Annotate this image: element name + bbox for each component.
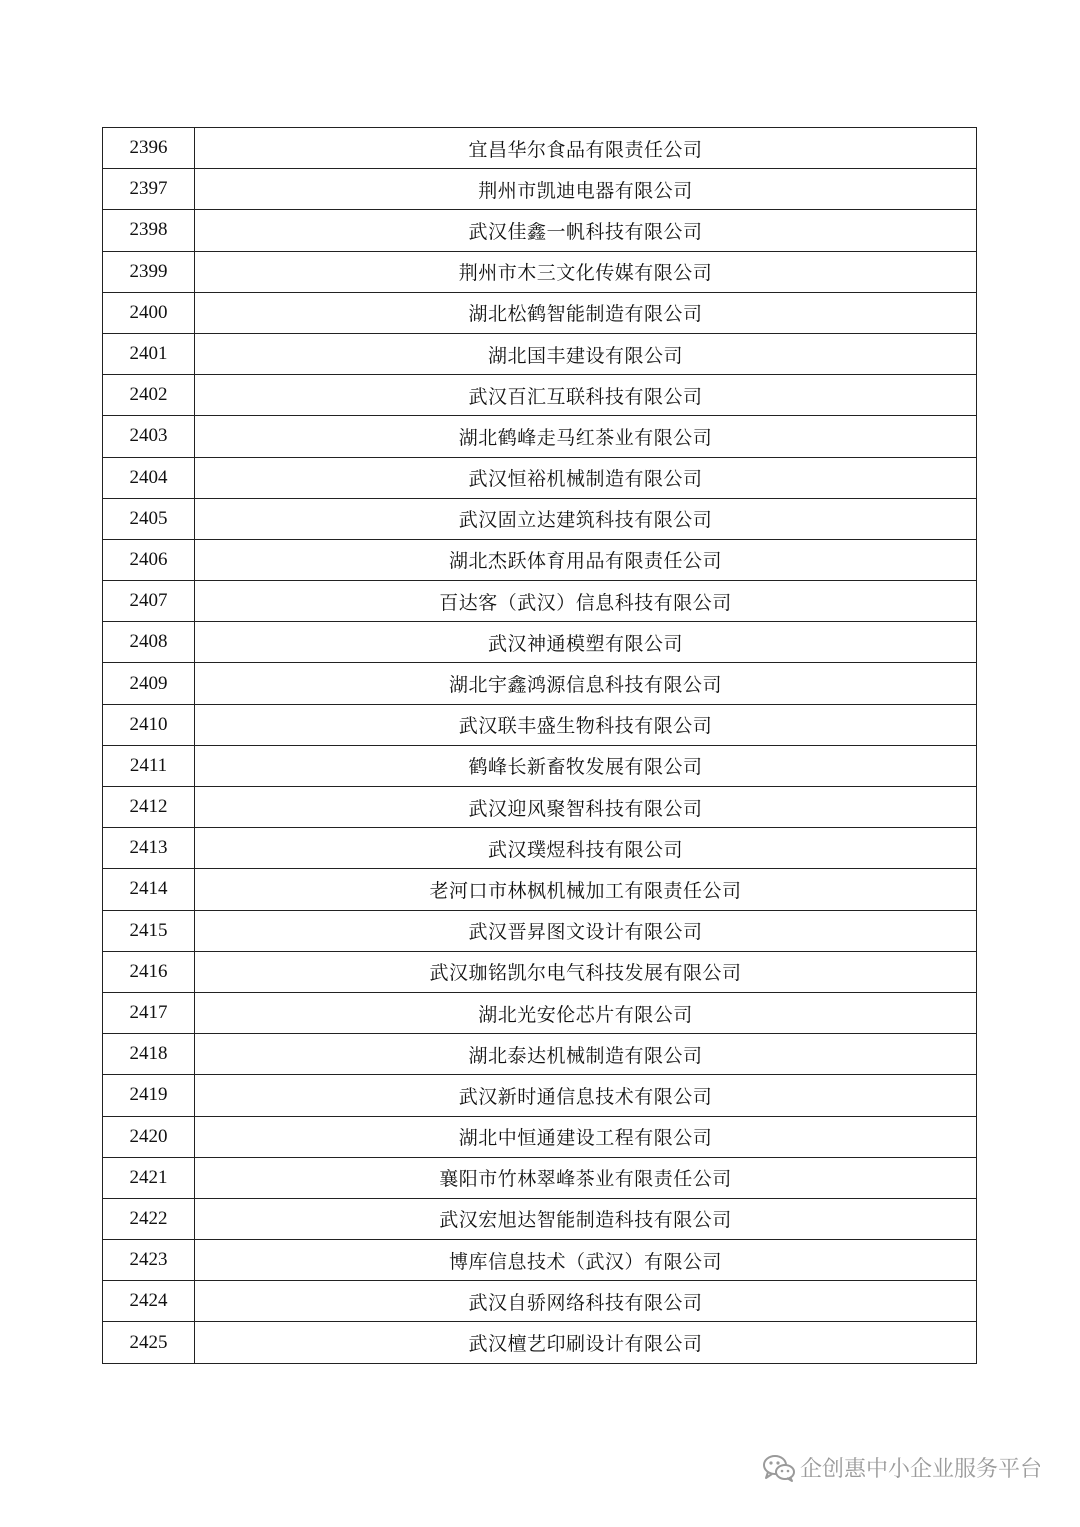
company-name: 老河口市林枫机械加工有限责任公司	[195, 869, 977, 910]
company-name: 武汉晋昇图文设计有限公司	[195, 910, 977, 951]
row-number: 2412	[103, 787, 195, 828]
watermark-text: 企创惠中小企业服务平台	[799, 1457, 1042, 1482]
company-name: 武汉自骄网络科技有限公司	[195, 1281, 977, 1322]
row-number: 2420	[103, 1116, 195, 1157]
row-number: 2416	[103, 951, 195, 992]
row-number: 2421	[103, 1157, 195, 1198]
company-name: 湖北鹤峰走马红茶业有限公司	[195, 416, 977, 457]
row-number: 2414	[103, 869, 195, 910]
table-row	[103, 128, 977, 169]
table-row	[103, 910, 977, 951]
row-number: 2407	[103, 581, 195, 622]
row-number: 2415	[103, 910, 195, 951]
table-row	[103, 1075, 977, 1116]
company-name: 武汉珈铭凯尔电气科技发展有限公司	[195, 951, 977, 992]
company-name: 鹤峰长新畜牧发展有限公司	[195, 745, 977, 786]
row-number: 2423	[103, 1240, 195, 1281]
table-row	[103, 992, 977, 1033]
table-row	[103, 704, 977, 745]
company-name: 宜昌华尔食品有限责任公司	[195, 128, 977, 169]
row-number: 2404	[103, 457, 195, 498]
company-name: 湖北泰达机械制造有限公司	[195, 1034, 977, 1075]
company-name: 百达客（武汉）信息科技有限公司	[195, 581, 977, 622]
company-name: 武汉檀艺印刷设计有限公司	[195, 1322, 977, 1363]
row-number: 2399	[103, 251, 195, 292]
row-number: 2422	[103, 1198, 195, 1239]
row-number: 2401	[103, 333, 195, 374]
row-number: 2419	[103, 1075, 195, 1116]
company-name: 湖北松鹤智能制造有限公司	[195, 292, 977, 333]
row-number: 2397	[103, 169, 195, 210]
table-row	[103, 787, 977, 828]
row-number: 2424	[103, 1281, 195, 1322]
table-row	[103, 375, 977, 416]
company-name: 湖北中恒通建设工程有限公司	[195, 1116, 977, 1157]
company-name: 湖北杰跃体育用品有限责任公司	[195, 539, 977, 580]
company-name: 荆州市木三文化传媒有限公司	[195, 251, 977, 292]
table-row	[103, 869, 977, 910]
row-number: 2411	[103, 745, 195, 786]
table-body	[103, 128, 977, 1364]
table-row	[103, 663, 977, 704]
table-row	[103, 1034, 977, 1075]
table-row	[103, 828, 977, 869]
row-number: 2406	[103, 539, 195, 580]
table-row	[103, 951, 977, 992]
table-row	[103, 169, 977, 210]
table-row	[103, 498, 977, 539]
row-number: 2410	[103, 704, 195, 745]
table-row	[103, 1322, 977, 1363]
table-row	[103, 457, 977, 498]
row-number: 2425	[103, 1322, 195, 1363]
row-number: 2413	[103, 828, 195, 869]
table-row	[103, 210, 977, 251]
table-row	[103, 1240, 977, 1281]
company-name: 湖北宇鑫鸿源信息科技有限公司	[195, 663, 977, 704]
row-number: 2409	[103, 663, 195, 704]
company-name: 武汉恒裕机械制造有限公司	[195, 457, 977, 498]
company-name: 武汉佳鑫一帆科技有限公司	[195, 210, 977, 251]
table-row	[103, 1281, 977, 1322]
company-name: 湖北光安伦芯片有限公司	[195, 992, 977, 1033]
company-name: 武汉百汇互联科技有限公司	[195, 375, 977, 416]
row-number: 2400	[103, 292, 195, 333]
company-name: 武汉神通模塑有限公司	[195, 622, 977, 663]
row-number: 2396	[103, 128, 195, 169]
row-number: 2403	[103, 416, 195, 457]
company-name: 博库信息技术（武汉）有限公司	[195, 1240, 977, 1281]
company-name: 荆州市凯迪电器有限公司	[195, 169, 977, 210]
table-row	[103, 333, 977, 374]
company-name: 襄阳市竹林翠峰茶业有限责任公司	[195, 1157, 977, 1198]
row-number: 2418	[103, 1034, 195, 1075]
table-row	[103, 1116, 977, 1157]
table-row	[103, 581, 977, 622]
row-number: 2417	[103, 992, 195, 1033]
table-row	[103, 1157, 977, 1198]
table-row	[103, 1198, 977, 1239]
company-name: 武汉固立达建筑科技有限公司	[195, 498, 977, 539]
row-number: 2398	[103, 210, 195, 251]
company-name: 武汉联丰盛生物科技有限公司	[195, 704, 977, 745]
watermark	[762, 1452, 1042, 1483]
table-row	[103, 251, 977, 292]
table-row	[103, 292, 977, 333]
company-name: 湖北国丰建设有限公司	[195, 333, 977, 374]
table-row	[103, 745, 977, 786]
table-row	[103, 539, 977, 580]
company-list-table	[102, 127, 977, 1364]
table-row	[103, 416, 977, 457]
wechat-icon	[762, 1453, 796, 1483]
row-number: 2402	[103, 375, 195, 416]
company-name: 武汉璞煜科技有限公司	[195, 828, 977, 869]
company-name: 武汉迎风聚智科技有限公司	[195, 787, 977, 828]
company-name: 武汉新时通信息技术有限公司	[195, 1075, 977, 1116]
row-number: 2405	[103, 498, 195, 539]
company-name: 武汉宏旭达智能制造科技有限公司	[195, 1198, 977, 1239]
row-number: 2408	[103, 622, 195, 663]
table-row	[103, 622, 977, 663]
